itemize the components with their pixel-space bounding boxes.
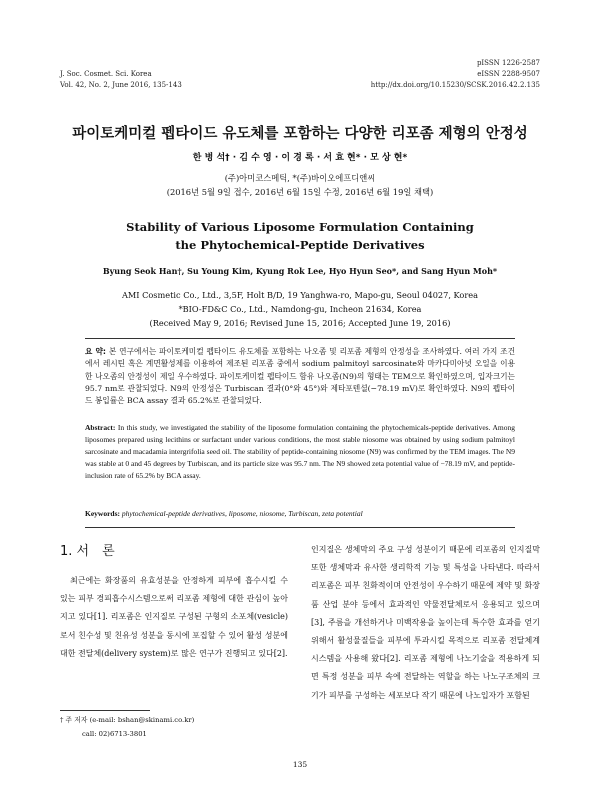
eissn: eISSN 2288-9507 (477, 70, 540, 78)
footnote-rule (60, 710, 150, 711)
title-english (0, 218, 600, 254)
abstract-korean-text: 본 연구에서는 파이토케미컬 펩타이드 유도체를 포함하는 나오좀 및 리포좀 제형의 안정성을 조사하였다. 여러 가지 조건에서 레시틴 혹은 계면활성제를 이용하여 제조된 리포좀 중에서 sodium palmitoyl sarcosinate와 마카다미아넛 오일을 이용한 나오좀의 안정성이 제일 우수하였다. 파이토케미컬 펩타이드 함유 나오좀(N9)의 형태는 TEM으로 확인하였으며, 입자크기는 95.7 nm로 관찰되었다. N9의 안정성은 Turbiscan 결과(0°와 45°)와 제타포텐셜(−78.19 mV)로 확인하였다. N9의 펩타이드 봉입률은 BCA assay 결과 65.2%로 관찰되었다. (85, 347, 516, 406)
abstract-english-text: In this study, we investigated the stability of the liposome formulation containing the phytochemicals-peptide derivatives. Among liposomes prepared using lecithins or surfactant under various conditions, the most stable niosome was obtained by using sodium palmitoyl sarcosinate and macadamia intergrifolia seed oil. The stability of peptide-containing niosome (N9) was confirmed by the TEM images. The N9 was stable at 0 and 45 degrees by Turbiscan, and its particle size was 95.7 nm. The N9 showed zeta potential value of −78.19 mV, and peptide-inclusion rate of 65.2% by BCA assay. (85, 423, 515, 480)
abstract-english-label: Abstract: (85, 423, 116, 432)
journal-volume: Vol. 42, No. 2, June 2016, 135-143 (60, 81, 182, 89)
keywords (85, 509, 515, 518)
affiliation-english (0, 288, 600, 330)
footnote-email: † 주 저자 (e-mail: bshan@skinami.co.kr) (60, 716, 195, 724)
abstract-bottom-rule (85, 527, 515, 528)
dates-korean: (2016년 5월 9일 접수, 2016년 6월 15일 수정, 2016년 6월 19일 채택) (166, 187, 434, 197)
title-english-line2: the Phytochemical-Peptide Derivatives (175, 238, 425, 252)
title-english-line1: Stability of Various Liposome Formulation Containing (126, 220, 474, 234)
journal-name: J. Soc. Cosmet. Sci. Korea (60, 70, 152, 78)
affiliation-korean (0, 171, 600, 199)
body-right-column: 인지질은 생체막의 주요 구성 성분이기 때문에 리포좀의 인지질막 또한 생체막과 유사한 생리학적 기능 및 특성을 나타낸다. 따라서 리포좀은 피부 친화적이며 안전성이 우수하기 때문에 제약 및 화장품 산업 분야 등에서 효과적인 약물전달체로서 응용되고 있으며[3], 주름을 개선하거나 미백작용을 높이는데 특수한 효과를 얻기 위해서 활성물질들을 피부에 투과시킬 목적으로 리포좀 전달체계 시스템을 사용해 왔다[2]. 리포좀 제형에 나노기술을 적용하게 되면 특정 성분을 피부 속에 전달하는 역할을 하는 나노구조체의 크기가 피부를 구성하는 세포보다 작기 때문에 나노입자가 포함된 (311, 545, 540, 700)
abstract-korean-label: 요 약: (85, 347, 107, 356)
authors-english: Byung Seok Han†, Su Young Kim, Kyung Rok Lee, Hyo Hyun Seo*, and Sang Hyun Moh* (102, 266, 498, 276)
footnote (60, 713, 194, 741)
dates-english: (Received May 9, 2016; Revised June 15, 2016; Accepted June 19, 2016) (149, 318, 451, 328)
page-number: 135 (292, 760, 308, 769)
doi-link[interactable]: http://dx.doi.org/10.15230/SCSK.2016.42.2.135 (370, 81, 540, 89)
abstract-top-rule (85, 338, 515, 339)
keywords-label: Keywords: (85, 509, 120, 518)
affiliation-english-line1: AMI Cosmetic Co., Ltd., 3,5F, Holt B/D, 19 Yanghwa-ro, Mapo-gu, Seoul 04027, Korea (121, 290, 478, 300)
abstract-english (85, 422, 515, 482)
authors-korean: 한 병 석† · 김 수 영 · 이 경 록 · 서 효 현* · 모 상 현* (192, 153, 408, 163)
title-korean: 파이토케미컬 펩타이드 유도체를 포함하는 다양한 리포좀 제형의 안정성 (72, 126, 528, 142)
section-heading-introduction: 1. 서 론 (60, 544, 115, 559)
body-left-column: 최근에는 화장품의 유효성분을 안정하게 피부에 흡수시킬 수 있는 피부 경피흡수시스템으로써 리포좀 제형에 대한 관심이 높아지고 있다[1]. 리포좀은 인지질로 구성된 구형의 소포체(vesicle)로서 친수성 및 친유성 성분을 동시에 포집할 수 있어 활성 성분에 대한 전달체(delivery system)로 많은 연구가 진행되고 있다[2]. (60, 576, 288, 658)
abstract-korean (85, 346, 515, 407)
keywords-text: phytochemical-peptide derivatives, liposome, niosome, Turbiscan, zeta potential (121, 509, 363, 518)
pissn: pISSN 1226-2587 (476, 59, 540, 67)
footnote-phone: call: 02)6713-3801 (82, 730, 147, 738)
affiliation-korean-line: (주)아미코스메틱, *(주)바이오에프디앤씨 (224, 173, 376, 183)
affiliation-english-line2: *BIO-FD&C Co., Ltd., Namdong-gu, Incheon 21634, Korea (178, 304, 422, 314)
